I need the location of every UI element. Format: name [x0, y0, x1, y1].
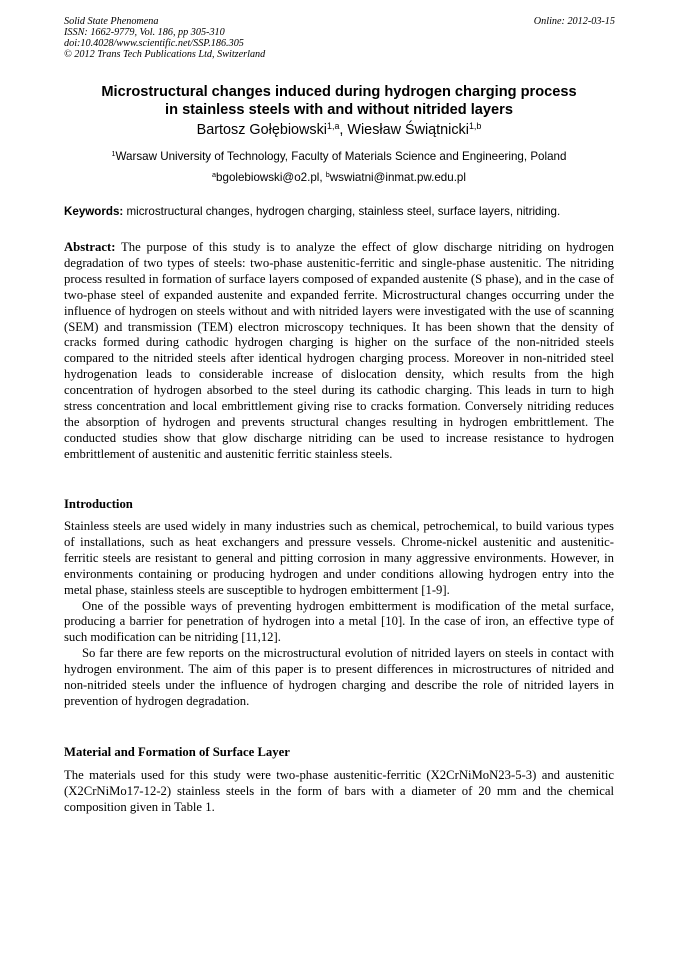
email-b[interactable]: wswiatni@inmat.pw.edu.pl [329, 171, 466, 184]
author-separator: , [339, 122, 348, 138]
journal-doi: doi:10.4028/www.scientific.net/SSP.186.305 [64, 38, 244, 49]
email-separator: , [319, 171, 326, 184]
author-2-affiliation-mark: 1,b [468, 121, 482, 132]
affiliation [40, 150, 638, 164]
email-a[interactable]: bgolebiowski@o2.pl [216, 171, 320, 184]
introduction-paragraph-2: One of the possible ways of preventing hydrogen embitterment is modification of the metal surface, producing a barrier for penetration of hydrogen into a metal [10]. In the case of iron, an effective type of such modification can be nitriding [11,12]. [64, 598, 614, 645]
title-line-1: Microstructural changes induced during hydrogen charging process [101, 84, 577, 100]
keywords-label: Keywords: [64, 205, 124, 218]
author-2: Wiesław Świątnicki [347, 122, 469, 138]
materials-paragraph-1: The materials used for this study were two-phase austenitic-ferritic (X2CrNiMoN23-5-3) and austenitic (X2CrNiMo17-12-2) stainless steels in the form of bars with a diameter of 20 mm and the chemical composition given in Table 1. [64, 768, 614, 814]
email-a-mark: a [212, 170, 217, 180]
title-line-2: in stainless steels with and without nitrided layers [165, 102, 513, 118]
introduction-paragraph-1: Stainless steels are used widely in many industries such as chemical, petrochemical, to build various types of installations, such as heat exchangers and pressure vessels. Chrome-nickel austenitic and austenitic-ferritic steels are resistant to general and pitting corrosion in many aggressive environments. However, in environments containing or producing hydrogen and under conditions allowing hydrogen entry into the metal phase, stainless steels are susceptible to hydrogen embitterment [1-9]. [64, 519, 614, 597]
introduction-heading: Introduction [64, 497, 133, 511]
author-emails [40, 171, 638, 185]
email-b-mark: b [325, 170, 330, 180]
affiliation-text: Warsaw University of Technology, Faculty of Materials Science and Engineering, Poland [115, 150, 567, 163]
author-list [40, 121, 638, 139]
introduction-paragraph-3: So far there are few reports on the microstructural evolution of nitrided layers on steels in contact with hydrogen environment. The aim of this paper is to present differences in microstructures of nitrided and non-nitrided steels under the influence of hydrogen charging and describe the role of nitrided layers in prevention of hydrogen degradation. [64, 646, 614, 708]
materials-section [64, 768, 614, 816]
journal-copyright: © 2012 Trans Tech Publications Ltd, Switzerland [64, 49, 266, 60]
author-1-affiliation-mark: 1,a [327, 121, 340, 132]
keywords [64, 205, 624, 219]
author-1: Bartosz Gołębiowski [196, 122, 328, 138]
paper-title [40, 83, 638, 119]
online-date: Online: 2012-03-15 [533, 16, 615, 27]
introduction-section [64, 519, 614, 710]
abstract-label: Abstract: [64, 240, 116, 254]
abstract [64, 240, 614, 463]
affiliation-mark: 1 [111, 149, 116, 159]
keywords-text: microstructural changes, hydrogen charging, stainless steel, surface layers, nitriding. [123, 205, 561, 218]
journal-name: Solid State Phenomena [64, 16, 159, 27]
materials-heading: Material and Formation of Surface Layer [64, 745, 290, 759]
journal-issn: ISSN: 1662-9779, Vol. 186, pp 305-310 [64, 27, 225, 38]
journal-header [64, 16, 265, 60]
abstract-text: The purpose of this study is to analyze the effect of glow discharge nitriding on hydrogen degradation of two types of steels: two-phase austenitic-ferritic and single-phase austenitic. The nitriding process resulted in formation of surface layers composed of expanded austenite (S phase), and in the case of two-phase steel of expanded austenite and expanded ferrite. Microstructural changes occurring under the influence of hydrogen on steels without and with nitrided layers were investigated with the use of scanning (SEM) and transmission (TEM) electron microscopy techniques. It has been shown that the density of cracks formed during cathodic hydrogen charging is higher on the surface of the non-nitrided steels compared to the nitrided steels after identical hydrogen charging process. Moreover in non-nitrided steel hydrogenation leads to considerable increase of dislocation density, which results from the high concentration of hydrogen absorbed to the steel during its cathodic charging. This leads in turn to high stress concentration and local embrittlement giving rise to cracks formation. Conversely nitriding reduces the absorption of hydrogen and prevents structural changes resulting in hydrogen embrittlement. The conducted studies show that glow discharge nitriding can be used to increase resistance to hydrogen embrittlement of austenitic and austenitic ferritic stainless steels. [64, 240, 614, 461]
